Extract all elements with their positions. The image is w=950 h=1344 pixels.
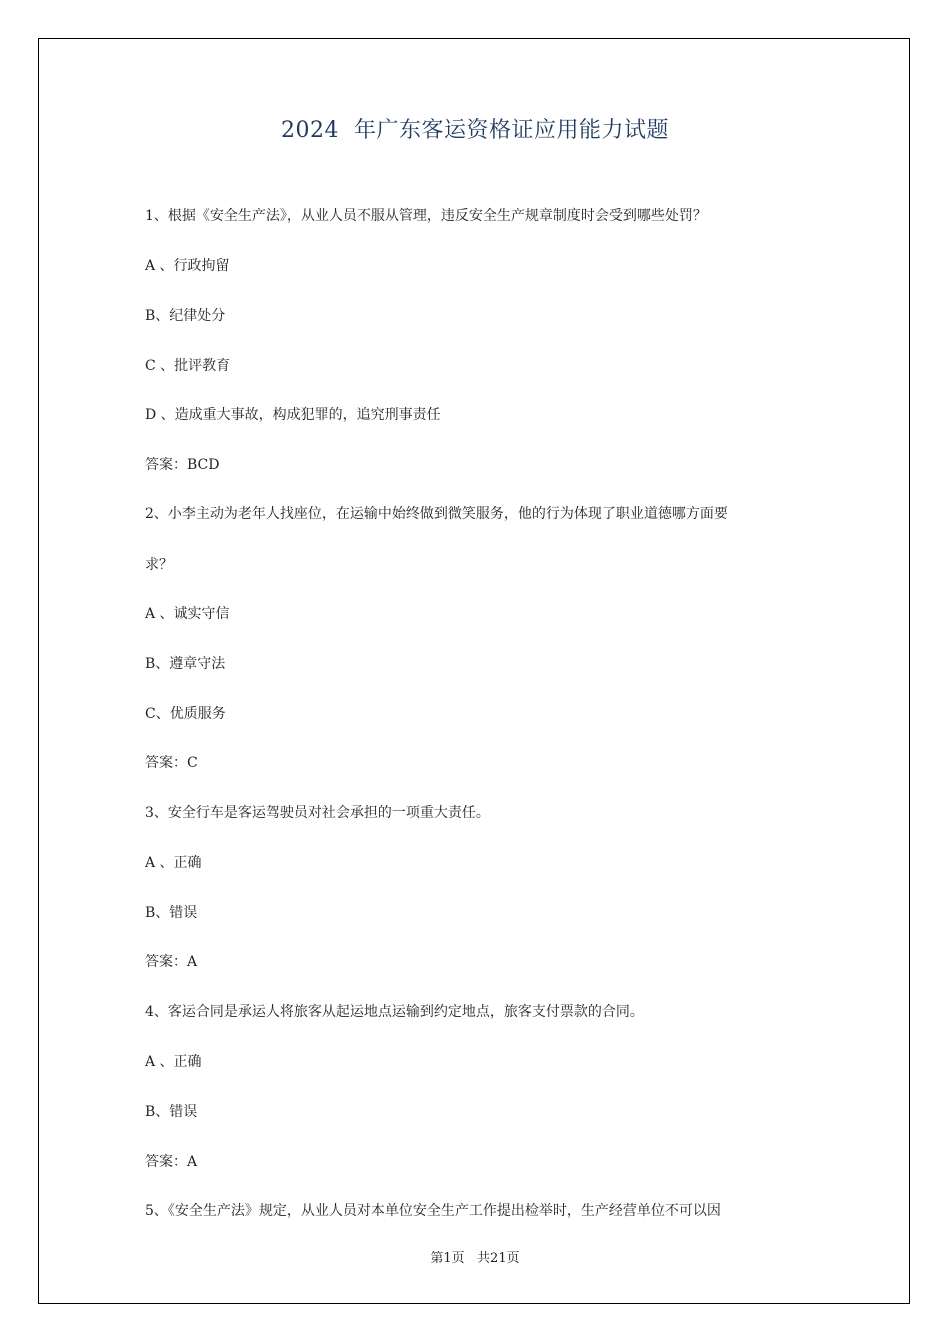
question-2-text-continued: 求？: [145, 557, 173, 573]
question-2-option-c: C、优质服务: [145, 706, 226, 722]
question-4-text: 4、客运合同是承运人将旅客从起运地点运输到约定地点，旅客支付票款的合同。: [145, 1004, 644, 1020]
question-1-option-c: C 、批评教育: [145, 358, 231, 374]
question-2-text: 2、小李主动为老年人找座位，在运输中始终做到微笑服务，他的行为体现了职业道德哪方面要: [145, 506, 728, 522]
question-2-option-a: A 、诚实守信: [145, 606, 230, 622]
question-3-answer: 答案：A: [145, 954, 198, 970]
question-4-option-a: A 、正确: [145, 1054, 202, 1070]
question-2-option-b: B、遵章守法: [145, 656, 226, 672]
question-4-option-b: B、错误: [145, 1104, 198, 1120]
question-1-option-a: A 、行政拘留: [145, 258, 230, 274]
question-5-text: 5、《安全生产法》规定，从业人员对本单位安全生产工作提出检举时，生产经营单位不可以因: [145, 1203, 721, 1219]
question-3-text: 3、安全行车是客运驾驶员对社会承担的一项重大责任。: [145, 805, 490, 821]
question-1-text: 1、根据《安全生产法》，从业人员不服从管理，违反安全生产规章制度时会受到哪些处罚？: [145, 208, 707, 224]
question-3-option-a: A 、正确: [145, 855, 202, 871]
question-4-answer: 答案：A: [145, 1154, 198, 1170]
question-1-answer: 答案：BCD: [145, 457, 220, 473]
question-2-answer: 答案：C: [145, 755, 198, 771]
question-1-option-d: D 、造成重大事故，构成犯罪的，追究刑事责任: [145, 407, 441, 423]
question-3-option-b: B、错误: [145, 905, 198, 921]
document-title: 2024 年广东客运资格证应用能力试题: [281, 118, 669, 143]
question-1-option-b: B、纪律处分: [145, 308, 226, 324]
page-footer: 第1页 共21页: [430, 1251, 520, 1266]
